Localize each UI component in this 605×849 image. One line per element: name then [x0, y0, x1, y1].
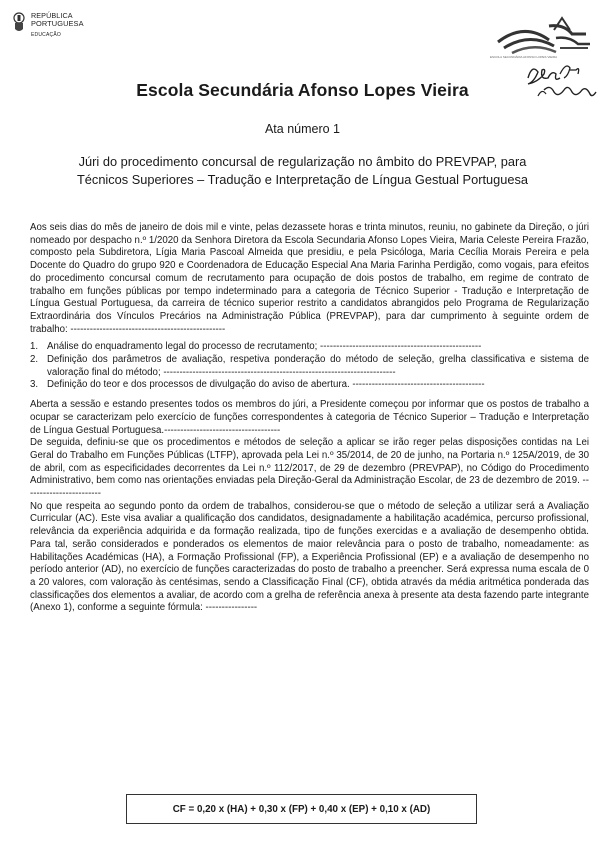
agenda-item-number: 1. [30, 341, 39, 353]
subject-line-1: Júri do procedimento concursal de regularização no âmbito do PREVPAP, para [78, 154, 527, 169]
agenda-item [30, 341, 589, 354]
minutes-body [30, 222, 589, 615]
formula-box [126, 794, 477, 824]
intro-paragraph: Aos seis dias do mês de janeiro de dois mil e vinte, pelas dezassete horas e trinta minutos, reuniu, no gabinete da Direção, o júri nomeado por despacho n.º 1/2020 da Senhora Diretora da Escola Secundaria Afonso Lopes Vieira, Maria Celeste Pereira Frazão, composto pela Subdiretora, Lígia Maria Pascoal Almeida que presidiu, e pela Psicóloga, Maria Cecília Morais Pereira e pela Docente do Quadro do grupo 920 e Coordenadora de Educação Especial Ana Maria Farinha Perdigão, como vogais, para efeitos do procedimento concursal comum de recrutamento para ocupação de dois postos de trabalho, em regime de contrato de trabalho em funções públicas por tempo indeterminado para a categoria de Técnico Superior - Tradução e Interpretação de Língua Gestual Portuguesa, da carreira de técnico superior restrito a candidatos abrangidos pelo Programa de Regularização Extraordinária dos Vínculos Precários na Administração Pública (PREVPAP), para dar cumprimento à seguinte ordem de trabalho: ------------------------------------------------ [30, 222, 589, 335]
agenda-item [30, 354, 589, 379]
school-logo-tagline: ESCOLA SECUNDÁRIA AFONSO LOPES VIEIRA [490, 55, 558, 59]
evaluation-method-paragraph: No que respeita ao segundo ponto da ordem de trabalhos, considerou-se que o método de seleção a utilizar será a Avaliação Curricular (AC). Este visa avaliar a qualificação dos candidatos, designadamente a habilitação académica, percurso profissional, relevância da experiência adquirida e da formação realizada, tipo de funções exercidas e a avaliação de desempenho obtida. Para tal, serão considerados e ponderados os elementos de maior relevância para o posto de trabalho, nomeadamente: as Habilitações Académicas (HA), a Formação Profissional (FP), a Experiência Profissional (EP) e a avaliação de desempenho no período anterior (AD), no exercício de funções caracterizadas do posto de trabalho a preencher. Será expressa numa escala de 0 a 20 valores, com valoração às centésimas, sendo a Classificação Final (CF), obtida através da média aritmética ponderada das classificações dos elementos a avaliar, de acordo com a grelha de referência anexa à presente ata desta fazendo parte integrante (Anexo 1), conforme a seguinte fórmula: ---------------- [30, 500, 589, 614]
gov-logo-line2: PORTUGUESA [31, 19, 84, 28]
agenda-item-number: 2. [30, 354, 39, 366]
legal-framework-paragraph: De seguida, definiu-se que os procedimentos e métodos de seleção a aplicar se irão reger pelas disposições contidas na Lei Geral do Trabalho em Funções Públicas (LTFP), aprovada pela Lei n.º 35/2014, de 20 de junho, na Portaria n.º 125A/2019, de 30 de abril, com as especificidades decorrentes da Lei n.º 112/2017, de 29 de dezembro (PREVPAP), no Código do Procedimento Administrativo, bem como nas orientações enviadas pela Direção-Geral da Administração Escolar, de 23 de dezembro de 2019. ------------------------ [30, 437, 589, 500]
gov-logo-line3: EDUCAÇÃO [31, 32, 61, 38]
school-name-heading: Escola Secundária Afonso Lopes Vieira [136, 80, 469, 100]
government-logo [12, 12, 84, 39]
agenda-item [30, 379, 589, 392]
agenda-item-text: Definição do teor e dos processos de divulgação do aviso de abertura. ----------------------------------------- [47, 379, 485, 391]
gov-logo-line1: REPÚBLICA [31, 11, 73, 20]
subject-line-2: Técnicos Superiores – Tradução e Interpretação de Língua Gestual Portuguesa [76, 172, 528, 187]
coat-of-arms-icon [12, 12, 26, 34]
minutes-title: Ata número 1 [264, 122, 341, 136]
agenda-item-text: Análise do enquadramento legal do processo de recrutamento; -------------------------------------------------- [47, 341, 482, 353]
agenda-item-text: Definição dos parâmetros de avaliação, respetiva ponderação do método de seleção, grelha classificativa e sistema de valoração final do método; ------------------------------------------------------------------------ [47, 354, 589, 378]
agenda-list [30, 341, 589, 392]
agenda-item-number: 3. [30, 379, 39, 391]
subject-heading [20, 153, 585, 189]
formula-text: CF = 0,20 x (HA) + 0,30 x (FP) + 0,40 x (EP) + 0,10 x (AD) [172, 803, 431, 815]
session-opening-paragraph: Aberta a sessão e estando presentes todos os membros do júri, a Presidente começou por informar que os postos de trabalho a ocupar se caracterizam pelo exercício de funções correspondentes à categoria de Técnico Superior – Tradução e Interpretação de Língua Gestual Portuguesa.------------------------------------ [30, 399, 589, 436]
